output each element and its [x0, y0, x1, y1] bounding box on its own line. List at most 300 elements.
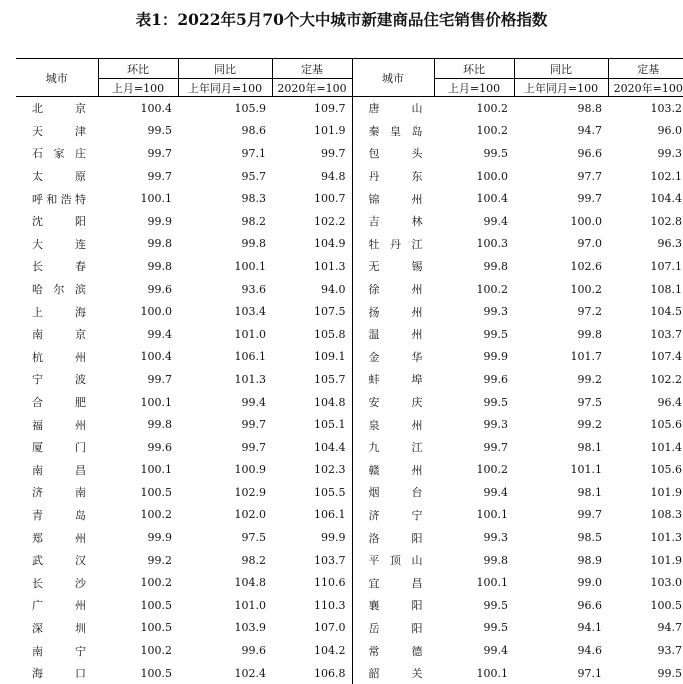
- right-fixed-cell: 102.2: [608, 368, 683, 391]
- left-yoy-cell: 102.4: [178, 662, 272, 684]
- left-mom-cell: 100.5: [98, 594, 178, 617]
- right-mom-cell: 99.3: [434, 300, 514, 323]
- table-row: [16, 187, 683, 210]
- left-mom-cell: 100.5: [98, 481, 178, 504]
- right-yoy-cell: 99.2: [514, 413, 608, 436]
- right-fixed-cell: 104.4: [608, 187, 683, 210]
- right-mom-cell: 99.5: [434, 391, 514, 414]
- left-fixed-cell: 101.3: [272, 255, 352, 278]
- left-mom-cell: 100.5: [98, 617, 178, 640]
- right-yoy-cell: 99.7: [514, 187, 608, 210]
- right-yoy-cell: 99.0: [514, 571, 608, 594]
- left-fixed-cell: 109.1: [272, 346, 352, 369]
- left-mom-cell: 99.9: [98, 526, 178, 549]
- table-row: [16, 323, 683, 346]
- page-title: 表1：2022年5月70个大中城市新建商品住宅销售价格指数: [0, 8, 683, 30]
- left-mom-cell: 99.8: [98, 255, 178, 278]
- left-yoy-cell: 100.1: [178, 255, 272, 278]
- right-yoy-cell: 98.8: [514, 97, 608, 120]
- left-city-name: 石家庄: [32, 145, 86, 161]
- left-city-cell: [16, 187, 98, 210]
- right-yoy-cell: 102.6: [514, 255, 608, 278]
- left-city-cell: [16, 142, 98, 165]
- left-city-name: 武 汉: [32, 552, 86, 568]
- right-fixed-cell: 99.3: [608, 142, 683, 165]
- left-city-name: 海 口: [32, 665, 86, 681]
- right-fixed-cell: 104.5: [608, 300, 683, 323]
- right-city-name: 金 华: [369, 349, 423, 365]
- yoy-header-left: 同比: [178, 59, 272, 79]
- table-row: [16, 481, 683, 504]
- table-row: [16, 346, 683, 369]
- left-mom-cell: 99.7: [98, 142, 178, 165]
- left-city-name: 沈 阳: [32, 213, 86, 229]
- right-city-name: 韶 关: [369, 665, 423, 681]
- left-yoy-cell: 97.1: [178, 142, 272, 165]
- left-yoy-cell: 106.1: [178, 346, 272, 369]
- right-fixed-cell: 105.6: [608, 459, 683, 482]
- table-row: [16, 413, 683, 436]
- left-mom-cell: 99.6: [98, 278, 178, 301]
- left-mom-cell: 100.0: [98, 300, 178, 323]
- left-fixed-cell: 110.3: [272, 594, 352, 617]
- left-fixed-cell: 99.7: [272, 142, 352, 165]
- table-body: [16, 97, 683, 684]
- city-header-left: 城市: [16, 59, 98, 97]
- table-row: [16, 549, 683, 572]
- left-city-name: 哈尔滨: [32, 281, 86, 297]
- right-city-name: 锦 州: [369, 191, 423, 207]
- left-mom-cell: 100.2: [98, 571, 178, 594]
- right-city-cell: [352, 391, 434, 414]
- right-city-name: 宜 昌: [369, 575, 423, 591]
- right-city-cell: [352, 120, 434, 143]
- left-city-cell: [16, 233, 98, 256]
- right-city-name: 平顶山: [369, 552, 423, 568]
- right-city-cell: [352, 594, 434, 617]
- right-yoy-cell: 100.2: [514, 278, 608, 301]
- table-row: [16, 459, 683, 482]
- table-row: [16, 504, 683, 527]
- right-city-name: 吉 林: [369, 213, 423, 229]
- right-city-name: 济 宁: [369, 507, 423, 523]
- table-row: [16, 436, 683, 459]
- left-city-name: 青 岛: [32, 507, 86, 523]
- left-city-name: 福 州: [32, 417, 86, 433]
- left-city-cell: [16, 436, 98, 459]
- right-mom-cell: 99.5: [434, 594, 514, 617]
- left-city-name: 宁 波: [32, 371, 86, 387]
- left-yoy-cell: 93.6: [178, 278, 272, 301]
- right-city-name: 牡丹江: [369, 236, 423, 252]
- left-yoy-cell: 98.3: [178, 187, 272, 210]
- left-city-name: 北 京: [32, 100, 86, 116]
- left-city-cell: [16, 165, 98, 188]
- left-yoy-cell: 102.9: [178, 481, 272, 504]
- left-yoy-cell: 101.0: [178, 594, 272, 617]
- left-mom-cell: 100.5: [98, 662, 178, 684]
- right-fixed-cell: 107.4: [608, 346, 683, 369]
- left-city-cell: [16, 617, 98, 640]
- fixed-base-left: 2020年=100: [272, 79, 352, 97]
- right-mom-cell: 99.4: [434, 481, 514, 504]
- left-yoy-cell: 99.4: [178, 391, 272, 414]
- right-city-cell: [352, 233, 434, 256]
- table-row: [16, 97, 683, 120]
- right-mom-cell: 99.5: [434, 617, 514, 640]
- left-fixed-cell: 101.9: [272, 120, 352, 143]
- left-mom-cell: 99.4: [98, 323, 178, 346]
- table-row: [16, 662, 683, 684]
- right-yoy-cell: 101.7: [514, 346, 608, 369]
- right-fixed-cell: 94.7: [608, 617, 683, 640]
- right-mom-cell: 99.9: [434, 346, 514, 369]
- right-mom-cell: 100.3: [434, 233, 514, 256]
- right-yoy-cell: 99.8: [514, 323, 608, 346]
- left-yoy-cell: 98.6: [178, 120, 272, 143]
- left-city-cell: [16, 504, 98, 527]
- left-mom-cell: 100.2: [98, 504, 178, 527]
- right-fixed-cell: 108.1: [608, 278, 683, 301]
- left-city-name: 长 春: [32, 258, 86, 274]
- table-row: [16, 594, 683, 617]
- left-city-cell: [16, 413, 98, 436]
- right-mom-cell: 99.6: [434, 368, 514, 391]
- right-mom-cell: 99.3: [434, 413, 514, 436]
- right-fixed-cell: 99.5: [608, 662, 683, 684]
- left-fixed-cell: 107.0: [272, 617, 352, 640]
- right-city-cell: [352, 278, 434, 301]
- left-fixed-cell: 104.2: [272, 639, 352, 662]
- right-mom-cell: 99.3: [434, 526, 514, 549]
- right-mom-cell: 100.2: [434, 97, 514, 120]
- right-city-cell: [352, 346, 434, 369]
- right-city-name: 烟 台: [369, 484, 423, 500]
- table-row: [16, 391, 683, 414]
- left-yoy-cell: 99.7: [178, 436, 272, 459]
- left-yoy-cell: 98.2: [178, 210, 272, 233]
- right-yoy-cell: 98.5: [514, 526, 608, 549]
- right-city-cell: [352, 459, 434, 482]
- left-city-name: 太 原: [32, 168, 86, 184]
- right-fixed-cell: 108.3: [608, 504, 683, 527]
- left-city-name: 深 圳: [32, 620, 86, 636]
- right-yoy-cell: 99.7: [514, 504, 608, 527]
- fixed-base-right: 2020年=100: [608, 79, 683, 97]
- table-row: [16, 617, 683, 640]
- right-mom-cell: 100.4: [434, 187, 514, 210]
- left-city-name: 杭 州: [32, 349, 86, 365]
- right-fixed-cell: 101.4: [608, 436, 683, 459]
- left-city-cell: [16, 255, 98, 278]
- left-mom-cell: 99.5: [98, 120, 178, 143]
- left-city-name: 上 海: [32, 304, 86, 320]
- mom-header-right: 环比: [434, 59, 514, 79]
- right-city-cell: [352, 617, 434, 640]
- left-fixed-cell: 104.8: [272, 391, 352, 414]
- mom-base-left: 上月=100: [98, 79, 178, 97]
- yoy-base-right: 上年同月=100: [514, 79, 608, 97]
- left-city-cell: [16, 639, 98, 662]
- table-row: [16, 639, 683, 662]
- left-city-name: 呼和浩特: [32, 191, 86, 207]
- right-fixed-cell: 96.4: [608, 391, 683, 414]
- left-fixed-cell: 105.5: [272, 481, 352, 504]
- right-city-cell: [352, 481, 434, 504]
- table-row: [16, 210, 683, 233]
- right-city-name: 赣 州: [369, 462, 423, 478]
- left-city-cell: [16, 481, 98, 504]
- right-mom-cell: 100.2: [434, 278, 514, 301]
- right-city-cell: [352, 662, 434, 684]
- right-yoy-cell: 94.1: [514, 617, 608, 640]
- right-city-cell: [352, 187, 434, 210]
- yoy-header-right: 同比: [514, 59, 608, 79]
- left-yoy-cell: 101.0: [178, 323, 272, 346]
- right-yoy-cell: 98.9: [514, 549, 608, 572]
- right-mom-cell: 99.5: [434, 323, 514, 346]
- right-mom-cell: 99.4: [434, 639, 514, 662]
- right-mom-cell: 100.1: [434, 662, 514, 684]
- right-city-name: 徐 州: [369, 281, 423, 297]
- right-fixed-cell: 101.3: [608, 526, 683, 549]
- left-city-name: 南 京: [32, 326, 86, 342]
- left-mom-cell: 100.4: [98, 97, 178, 120]
- left-city-cell: [16, 300, 98, 323]
- left-city-cell: [16, 323, 98, 346]
- table-row: [16, 300, 683, 323]
- left-city-cell: [16, 662, 98, 684]
- left-mom-cell: 100.4: [98, 346, 178, 369]
- left-mom-cell: 100.2: [98, 639, 178, 662]
- left-city-name: 广 州: [32, 597, 86, 613]
- right-city-cell: [352, 255, 434, 278]
- left-yoy-cell: 97.5: [178, 526, 272, 549]
- table-row: [16, 526, 683, 549]
- right-fixed-cell: 107.1: [608, 255, 683, 278]
- table-row: [16, 142, 683, 165]
- left-fixed-cell: 94.0: [272, 278, 352, 301]
- right-mom-cell: 99.8: [434, 255, 514, 278]
- right-mom-cell: 100.2: [434, 120, 514, 143]
- right-city-name: 九 江: [369, 439, 423, 455]
- left-mom-cell: 99.8: [98, 233, 178, 256]
- left-city-cell: [16, 368, 98, 391]
- right-city-name: 洛 阳: [369, 530, 423, 546]
- left-city-name: 郑 州: [32, 530, 86, 546]
- right-yoy-cell: 97.2: [514, 300, 608, 323]
- right-fixed-cell: 101.9: [608, 481, 683, 504]
- price-index-table: [16, 58, 683, 684]
- table-row: [16, 571, 683, 594]
- right-city-name: 襄 阳: [369, 597, 423, 613]
- right-city-name: 秦皇岛: [369, 123, 423, 139]
- left-fixed-cell: 100.7: [272, 187, 352, 210]
- left-mom-cell: 99.8: [98, 413, 178, 436]
- left-yoy-cell: 98.2: [178, 549, 272, 572]
- right-fixed-cell: 101.9: [608, 549, 683, 572]
- right-city-cell: [352, 571, 434, 594]
- right-mom-cell: 99.5: [434, 142, 514, 165]
- right-city-cell: [352, 300, 434, 323]
- left-yoy-cell: 104.8: [178, 571, 272, 594]
- right-city-name: 常 德: [369, 643, 423, 659]
- right-city-name: 安 庆: [369, 394, 423, 410]
- left-yoy-cell: 105.9: [178, 97, 272, 120]
- right-city-name: 蚌 埠: [369, 371, 423, 387]
- right-fixed-cell: 102.8: [608, 210, 683, 233]
- left-fixed-cell: 105.7: [272, 368, 352, 391]
- left-fixed-cell: 104.9: [272, 233, 352, 256]
- right-yoy-cell: 94.6: [514, 639, 608, 662]
- right-fixed-cell: 103.2: [608, 97, 683, 120]
- right-city-cell: [352, 368, 434, 391]
- left-fixed-cell: 102.3: [272, 459, 352, 482]
- right-city-cell: [352, 97, 434, 120]
- left-mom-cell: 99.6: [98, 436, 178, 459]
- left-city-cell: [16, 120, 98, 143]
- left-yoy-cell: 103.9: [178, 617, 272, 640]
- right-city-name: 泉 州: [369, 417, 423, 433]
- left-city-cell: [16, 459, 98, 482]
- right-city-name: 温 州: [369, 326, 423, 342]
- mom-header-left: 环比: [98, 59, 178, 79]
- fixed-header-left: 定基: [272, 59, 352, 79]
- left-yoy-cell: 103.4: [178, 300, 272, 323]
- right-fixed-cell: 105.6: [608, 413, 683, 436]
- right-fixed-cell: 93.7: [608, 639, 683, 662]
- left-city-cell: [16, 594, 98, 617]
- left-city-name: 济 南: [32, 484, 86, 500]
- left-yoy-cell: 99.8: [178, 233, 272, 256]
- left-mom-cell: 99.7: [98, 165, 178, 188]
- right-city-cell: [352, 436, 434, 459]
- right-yoy-cell: 101.1: [514, 459, 608, 482]
- left-city-cell: [16, 391, 98, 414]
- table-row: [16, 233, 683, 256]
- left-city-cell: [16, 526, 98, 549]
- right-city-cell: [352, 639, 434, 662]
- right-mom-cell: 100.1: [434, 571, 514, 594]
- city-header-right: 城市: [352, 59, 434, 97]
- left-mom-cell: 100.1: [98, 187, 178, 210]
- right-city-cell: [352, 413, 434, 436]
- right-city-cell: [352, 549, 434, 572]
- right-city-cell: [352, 142, 434, 165]
- left-fixed-cell: 94.8: [272, 165, 352, 188]
- left-yoy-cell: 100.9: [178, 459, 272, 482]
- left-fixed-cell: 106.8: [272, 662, 352, 684]
- left-city-name: 南 宁: [32, 643, 86, 659]
- right-yoy-cell: 99.2: [514, 368, 608, 391]
- right-yoy-cell: 97.1: [514, 662, 608, 684]
- left-fixed-cell: 99.9: [272, 526, 352, 549]
- left-yoy-cell: 102.0: [178, 504, 272, 527]
- table-row: [16, 278, 683, 301]
- right-fixed-cell: 96.0: [608, 120, 683, 143]
- right-city-name: 唐 山: [369, 100, 423, 116]
- table-row: [16, 165, 683, 188]
- right-mom-cell: 99.4: [434, 210, 514, 233]
- left-fixed-cell: 109.7: [272, 97, 352, 120]
- right-yoy-cell: 97.5: [514, 391, 608, 414]
- right-city-cell: [352, 210, 434, 233]
- right-city-name: 无 锡: [369, 258, 423, 274]
- right-fixed-cell: 103.7: [608, 323, 683, 346]
- left-fixed-cell: 110.6: [272, 571, 352, 594]
- right-mom-cell: 100.2: [434, 459, 514, 482]
- right-yoy-cell: 98.1: [514, 436, 608, 459]
- yoy-base-left: 上年同月=100: [178, 79, 272, 97]
- left-city-cell: [16, 278, 98, 301]
- right-city-cell: [352, 526, 434, 549]
- left-yoy-cell: 95.7: [178, 165, 272, 188]
- left-city-cell: [16, 346, 98, 369]
- left-city-name: 厦 门: [32, 439, 86, 455]
- left-city-cell: [16, 97, 98, 120]
- right-mom-cell: 100.1: [434, 504, 514, 527]
- left-mom-cell: 99.7: [98, 368, 178, 391]
- left-fixed-cell: 107.5: [272, 300, 352, 323]
- table-row: [16, 120, 683, 143]
- left-city-cell: [16, 210, 98, 233]
- mom-base-right: 上月=100: [434, 79, 514, 97]
- left-mom-cell: 99.2: [98, 549, 178, 572]
- right-yoy-cell: 96.6: [514, 142, 608, 165]
- left-mom-cell: 100.1: [98, 391, 178, 414]
- right-yoy-cell: 94.7: [514, 120, 608, 143]
- right-yoy-cell: 98.1: [514, 481, 608, 504]
- left-city-name: 合 肥: [32, 394, 86, 410]
- left-fixed-cell: 106.1: [272, 504, 352, 527]
- left-mom-cell: 100.1: [98, 459, 178, 482]
- right-yoy-cell: 96.6: [514, 594, 608, 617]
- right-city-cell: [352, 323, 434, 346]
- left-yoy-cell: 99.6: [178, 639, 272, 662]
- left-city-name: 长 沙: [32, 575, 86, 591]
- left-yoy-cell: 101.3: [178, 368, 272, 391]
- right-city-name: 岳 阳: [369, 620, 423, 636]
- right-fixed-cell: 102.1: [608, 165, 683, 188]
- left-yoy-cell: 99.7: [178, 413, 272, 436]
- left-fixed-cell: 104.4: [272, 436, 352, 459]
- right-city-name: 扬 州: [369, 304, 423, 320]
- right-mom-cell: 99.8: [434, 549, 514, 572]
- right-city-cell: [352, 504, 434, 527]
- left-city-name: 天 津: [32, 123, 86, 139]
- right-city-cell: [352, 165, 434, 188]
- right-yoy-cell: 97.0: [514, 233, 608, 256]
- fixed-header-right: 定基: [608, 59, 683, 79]
- right-fixed-cell: 103.0: [608, 571, 683, 594]
- left-city-cell: [16, 549, 98, 572]
- left-fixed-cell: 102.2: [272, 210, 352, 233]
- right-city-name: 包 头: [369, 145, 423, 161]
- right-yoy-cell: 97.7: [514, 165, 608, 188]
- left-fixed-cell: 105.8: [272, 323, 352, 346]
- left-city-cell: [16, 571, 98, 594]
- right-yoy-cell: 100.0: [514, 210, 608, 233]
- right-mom-cell: 99.7: [434, 436, 514, 459]
- right-fixed-cell: 100.5: [608, 594, 683, 617]
- left-fixed-cell: 103.7: [272, 549, 352, 572]
- left-mom-cell: 99.9: [98, 210, 178, 233]
- left-city-name: 南 昌: [32, 462, 86, 478]
- right-fixed-cell: 96.3: [608, 233, 683, 256]
- right-city-name: 丹 东: [369, 168, 423, 184]
- table-row: [16, 368, 683, 391]
- table-row: [16, 255, 683, 278]
